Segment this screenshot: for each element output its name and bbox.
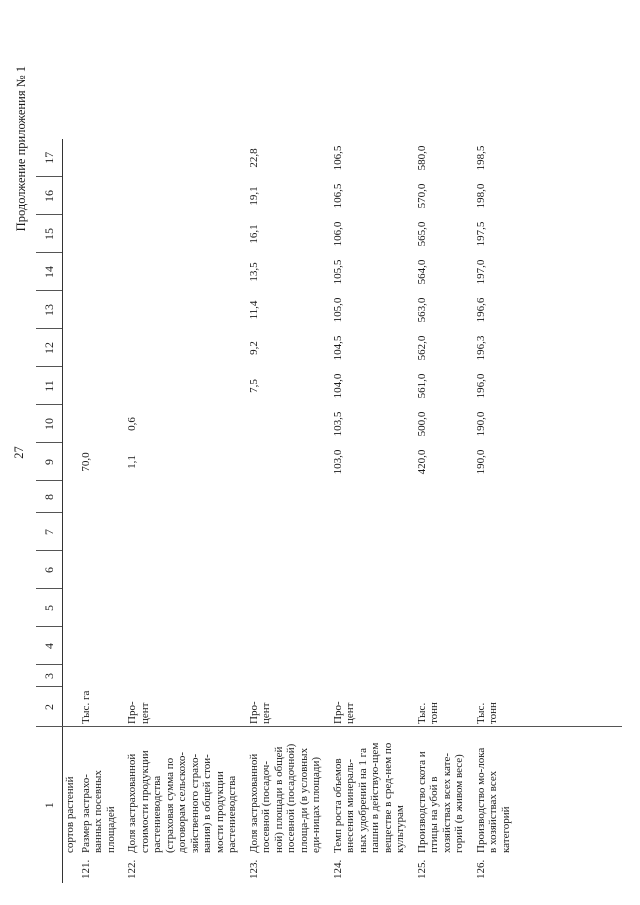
value-cell: 565,0 <box>415 221 428 247</box>
value-cell <box>123 215 245 253</box>
row-number: 124. <box>331 859 344 879</box>
col-header: 11 <box>36 367 63 405</box>
value-cell <box>472 513 519 551</box>
unit: Про-цент <box>331 701 356 724</box>
col-header: 4 <box>36 627 63 665</box>
value-cell: 7,5 <box>247 379 260 393</box>
value-cell <box>245 665 329 687</box>
value-cell <box>472 481 519 513</box>
value-cell <box>245 405 329 443</box>
col-header: 13 <box>36 291 63 329</box>
value-cell: 580,0 <box>415 145 428 171</box>
col-header: 16 <box>36 177 63 215</box>
col-header: 15 <box>36 215 63 253</box>
col-header: 5 <box>36 589 63 627</box>
value-cell <box>329 665 413 687</box>
value-cell <box>245 589 329 627</box>
value-cell <box>77 253 124 291</box>
value-cell <box>77 551 124 589</box>
value-cell <box>329 481 413 513</box>
indicator-name: Размер застрахо-ванных посевных площадей <box>79 770 117 853</box>
col-header: 6 <box>36 551 63 589</box>
value-cell: 11,4 <box>247 300 260 320</box>
value-cell: 196,3 <box>474 335 487 361</box>
indicator-name: Производство скота и птицы на убой в хозяйствах всех кате-горий (в живом весе) <box>415 751 465 853</box>
value-cell: 106,0 <box>331 221 344 247</box>
value-cell: 103,0 <box>331 449 344 475</box>
column-divider <box>62 726 622 727</box>
unit: Про-цент <box>126 701 151 724</box>
value-cell <box>472 627 519 665</box>
continuation-text: сортов растений <box>64 776 76 853</box>
value-cell: 563,0 <box>415 297 428 323</box>
value-cell <box>245 443 329 481</box>
value-cell <box>123 329 245 367</box>
value-cell <box>245 551 329 589</box>
table-row <box>413 139 472 883</box>
value-cell: 13,5 <box>247 262 260 282</box>
value-cell <box>77 139 124 177</box>
value-cell <box>77 215 124 253</box>
unit: Тыс. тонн <box>474 702 499 724</box>
value-cell <box>413 589 472 627</box>
value-cell: 105,5 <box>331 259 344 285</box>
value-cell: 197,0 <box>474 259 487 285</box>
row-number: 121. <box>79 859 92 879</box>
value-cell <box>472 665 519 687</box>
col-header: 9 <box>36 443 63 481</box>
row-number: 126. <box>474 859 487 879</box>
value-cell <box>123 253 245 291</box>
value-cell: 561,0 <box>415 373 428 399</box>
col-header: 14 <box>36 253 63 291</box>
value-cell: 500,0 <box>415 411 428 437</box>
value-cell <box>245 513 329 551</box>
value-cell <box>245 627 329 665</box>
value-cell <box>123 291 245 329</box>
value-cell <box>123 665 245 687</box>
value-cell <box>413 665 472 687</box>
row-number: 123. <box>247 859 260 879</box>
continuation-row <box>63 139 77 883</box>
unit: Про-цент <box>247 701 272 724</box>
value-cell <box>77 627 124 665</box>
row-number: 122. <box>126 859 138 879</box>
value-cell <box>77 665 124 687</box>
value-cell <box>123 177 245 215</box>
row-number: 125. <box>415 859 428 879</box>
col-header: 2 <box>36 687 63 727</box>
value-cell: 22,8 <box>247 148 260 168</box>
value-cell: 0,6 <box>126 417 138 431</box>
col-header: 12 <box>36 329 63 367</box>
value-cell <box>77 329 124 367</box>
column-number-row <box>36 139 63 883</box>
value-cell <box>413 513 472 551</box>
value-cell <box>77 367 124 405</box>
value-cell: 196,6 <box>474 297 487 323</box>
value-cell <box>245 481 329 513</box>
value-cell <box>77 513 124 551</box>
value-cell <box>413 481 472 513</box>
value-cell <box>123 627 245 665</box>
unit: Тыс. га <box>79 690 92 724</box>
value-cell: 105,0 <box>331 297 344 323</box>
value-cell: 106,5 <box>331 145 344 171</box>
value-cell: 1,1 <box>126 455 138 469</box>
value-cell: 198,5 <box>474 145 487 171</box>
col-header: 3 <box>36 665 63 687</box>
value-cell <box>123 481 245 513</box>
value-cell <box>123 139 245 177</box>
value-cell: 106,5 <box>331 183 344 209</box>
col-header: 7 <box>36 513 63 551</box>
indicator-name: Доля застрахованной посевной (посадоч-ной) площади в общей посевной (посадочной) площа-ди (в условных еди-ницах площади) <box>247 743 322 853</box>
value-cell: 198,0 <box>474 183 487 209</box>
value-cell: 570,0 <box>415 183 428 209</box>
value-cell <box>123 367 245 405</box>
value-cell <box>413 551 472 589</box>
value-cell <box>77 177 124 215</box>
value-cell <box>77 481 124 513</box>
table-row <box>123 139 245 883</box>
value-cell <box>413 627 472 665</box>
value-cell: 104,5 <box>331 335 344 361</box>
value-cell <box>77 589 124 627</box>
col-header: 17 <box>36 139 63 177</box>
value-cell <box>329 589 413 627</box>
value-cell <box>123 551 245 589</box>
indicator-name: Доля застрахованной стоимости продукции растениеводства (страховая сумма по договорам сельскохо-зяйственного страхо-вания) в общей стои-мости продукции растениеводства <box>126 750 238 853</box>
table-row <box>329 139 413 883</box>
value-cell: 16,1 <box>247 224 260 244</box>
value-cell: 9,2 <box>247 341 260 355</box>
value-cell: 19,1 <box>247 186 260 206</box>
indicator-name: Темп роста объемов внесения минераль-ных удобрений на 1 га пашни в действую-щем веществе в сред-нем по культурам <box>331 742 406 853</box>
value-cell: 420,0 <box>415 449 428 475</box>
unit: Тыс. тонн <box>415 702 440 724</box>
value-cell: 196,0 <box>474 373 487 399</box>
value-cell <box>123 589 245 627</box>
value-cell: 564,0 <box>415 259 428 285</box>
value-cell <box>329 627 413 665</box>
value-cell <box>472 589 519 627</box>
value-cell: 562,0 <box>415 335 428 361</box>
col-header: 10 <box>36 405 63 443</box>
indicators-table <box>36 139 518 883</box>
page-number: 27 <box>12 446 26 459</box>
value-cell: 197,5 <box>474 221 487 247</box>
value-cell <box>329 551 413 589</box>
col-header: 1 <box>36 727 63 883</box>
value-cell: 103,5 <box>331 411 344 437</box>
value-cell: 70,0 <box>79 452 92 472</box>
value-cell <box>472 551 519 589</box>
col-header: 8 <box>36 481 63 513</box>
indicator-name: Производство мо-лока в хозяйствах всех категорий <box>474 747 512 853</box>
value-cell: 190,0 <box>474 411 487 437</box>
appendix-label: Продолжение приложения № 1 <box>14 66 28 232</box>
value-cell <box>77 405 124 443</box>
value-cell <box>329 513 413 551</box>
value-cell <box>123 513 245 551</box>
table-row <box>77 139 124 883</box>
value-cell <box>77 291 124 329</box>
table-row <box>472 139 519 883</box>
table-row <box>245 139 329 883</box>
value-cell: 104,0 <box>331 373 344 399</box>
value-cell: 190,0 <box>474 449 487 475</box>
